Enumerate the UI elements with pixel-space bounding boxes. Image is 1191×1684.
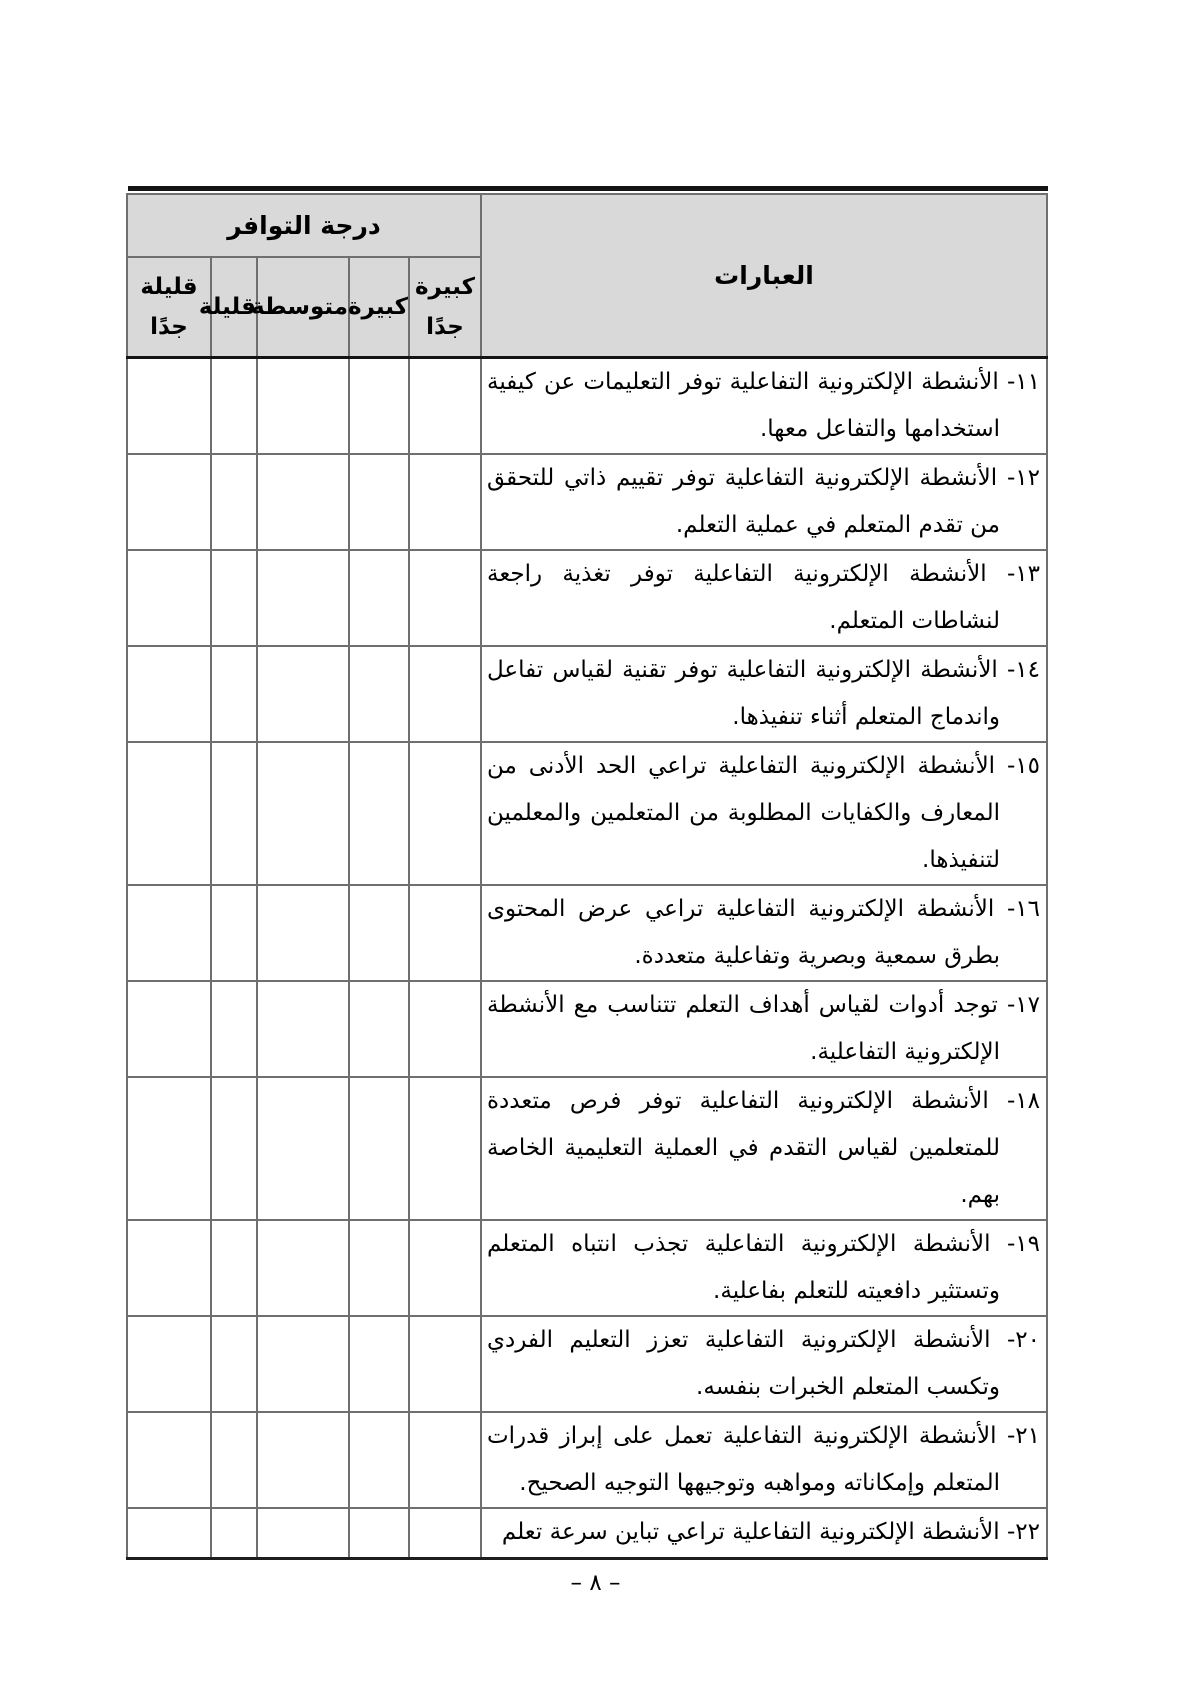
rating-cell-empty [349, 885, 409, 981]
statement-cell [481, 885, 1047, 981]
rating-cell-empty [211, 742, 257, 885]
rating-column-header: متوسطة [257, 257, 349, 358]
table-header [127, 194, 1047, 358]
statement-text: ١٣- الأنشطة الإلكترونية التفاعلية توفر تغذية راجعة لنشاطات المتعلم. [487, 561, 1040, 634]
rating-cell-empty [211, 358, 257, 455]
rating-column-header: قليلة [211, 257, 257, 358]
rating-cell-empty [257, 1412, 349, 1508]
statement-cell [481, 358, 1047, 455]
statement-text: ١٤- الأنشطة الإلكترونية التفاعلية توفر تقنية لقياس تفاعل واندماج المتعلم أثناء تنفيذها. [487, 657, 1040, 730]
rating-cell-empty [349, 981, 409, 1077]
statement-cell [481, 981, 1047, 1077]
availability-survey-table [128, 186, 1048, 1560]
rating-cell-empty [127, 550, 211, 646]
table-row [127, 1508, 1047, 1558]
statement-cell [481, 550, 1047, 646]
rating-cell-empty [127, 1077, 211, 1220]
statement-cell [481, 1316, 1047, 1412]
rating-cell-empty [349, 358, 409, 455]
rating-cell-empty [409, 981, 481, 1077]
rating-cell-empty [257, 454, 349, 550]
table-row [127, 1412, 1047, 1508]
rating-cell-empty [211, 1077, 257, 1220]
table-row [127, 1316, 1047, 1412]
statement-text: ٢٠- الأنشطة الإلكترونية التفاعلية تعزز التعليم الفردي وتكسب المتعلم الخبرات بنفسه. [487, 1327, 1040, 1400]
rating-cell-empty [211, 1220, 257, 1316]
rating-cell-empty [257, 1077, 349, 1220]
rating-column-header: كبيرة جدًا [409, 257, 481, 358]
rating-cell-empty [127, 981, 211, 1077]
rating-cell-empty [409, 1077, 481, 1220]
table-row [127, 742, 1047, 885]
rating-cell-empty [409, 742, 481, 885]
statement-cell [481, 454, 1047, 550]
rating-cell-empty [349, 1220, 409, 1316]
rating-cell-empty [127, 454, 211, 550]
statements-table-body [127, 358, 1047, 1559]
rating-cell-empty [127, 1412, 211, 1508]
statement-text: ١٢- الأنشطة الإلكترونية التفاعلية توفر تقييم ذاتي للتحقق من تقدم المتعلم في عملية التعلم. [487, 465, 1040, 538]
table-row [127, 550, 1047, 646]
rating-cell-empty [211, 1412, 257, 1508]
rating-cell-empty [127, 1508, 211, 1558]
statement-text: ١١- الأنشطة الإلكترونية التفاعلية توفر التعليمات عن كيفية استخدامها والتفاعل معها. [487, 369, 1040, 442]
rating-cell-empty [257, 358, 349, 455]
rating-cell-empty [409, 550, 481, 646]
rating-cell-empty [349, 1316, 409, 1412]
rating-cell-empty [349, 646, 409, 742]
rating-cell-empty [257, 550, 349, 646]
rating-cell-empty [127, 646, 211, 742]
statement-cell [481, 1508, 1047, 1558]
statements-column-header: العبارات [481, 194, 1047, 358]
rating-cell-empty [127, 358, 211, 455]
rating-cell-empty [409, 1316, 481, 1412]
rating-cell-empty [349, 1508, 409, 1558]
statement-text: ١٥- الأنشطة الإلكترونية التفاعلية تراعي الحد الأدنى من المعارف والكفايات المطلوبة من المتعلمين والمعلمين لتنفيذها. [487, 753, 1040, 873]
rating-cell-empty [257, 981, 349, 1077]
rating-cell-empty [127, 885, 211, 981]
statement-text: ١٩- الأنشطة الإلكترونية التفاعلية تجذب انتباه المتعلم وتستثير دافعيته للتعلم بفاعلية. [487, 1231, 1040, 1304]
rating-cell-empty [211, 550, 257, 646]
table-row [127, 885, 1047, 981]
rating-cell-empty [211, 1316, 257, 1412]
statement-cell [481, 1412, 1047, 1508]
rating-cell-empty [349, 742, 409, 885]
rating-cell-empty [211, 981, 257, 1077]
table-row [127, 646, 1047, 742]
rating-cell-empty [257, 1508, 349, 1558]
rating-cell-empty [127, 1220, 211, 1316]
rating-cell-empty [349, 1077, 409, 1220]
statement-text: ١٧- توجد أدوات لقياس أهداف التعلم تتناسب مع الأنشطة الإلكترونية التفاعلية. [487, 992, 1040, 1065]
statement-cell [481, 1077, 1047, 1220]
table-row [127, 1220, 1047, 1316]
rating-cell-empty [409, 646, 481, 742]
table-row [127, 358, 1047, 455]
statement-cell [481, 646, 1047, 742]
availability-degree-header: درجة التوافر [127, 194, 481, 257]
statement-text: ١٨- الأنشطة الإلكترونية التفاعلية توفر فرص متعددة للمتعلمين لقياس التقدم في العملية التعليمية الخاصة بهم. [487, 1088, 1040, 1208]
rating-cell-empty [127, 1316, 211, 1412]
rating-cell-empty [127, 742, 211, 885]
rating-cell-empty [409, 1508, 481, 1558]
rating-cell-empty [409, 358, 481, 455]
rating-cell-empty [349, 550, 409, 646]
rating-cell-empty [409, 1220, 481, 1316]
statement-cell [481, 742, 1047, 885]
rating-cell-empty [211, 1508, 257, 1558]
statement-text: ٢١- الأنشطة الإلكترونية التفاعلية تعمل على إبراز قدرات المتعلم وإمكاناته ومواهبه وتوجيهها التوجيه الصحيح. [487, 1423, 1040, 1496]
statement-cell [481, 1220, 1047, 1316]
rating-cell-empty [211, 454, 257, 550]
rating-cell-empty [349, 454, 409, 550]
rating-cell-empty [257, 1220, 349, 1316]
rating-cell-empty [409, 885, 481, 981]
table-row [127, 454, 1047, 550]
rating-cell-empty [349, 1412, 409, 1508]
rating-cell-empty [211, 885, 257, 981]
statement-text: ٢٢- الأنشطة الإلكترونية التفاعلية تراعي تباين سرعة تعلم [501, 1519, 1040, 1546]
rating-cell-empty [257, 742, 349, 885]
rating-cell-empty [257, 885, 349, 981]
rating-cell-empty [211, 646, 257, 742]
rating-cell-empty [409, 1412, 481, 1508]
rating-cell-empty [257, 646, 349, 742]
statement-text: ١٦- الأنشطة الإلكترونية التفاعلية تراعي عرض المحتوى بطرق سمعية وبصرية وتفاعلية متعددة. [487, 896, 1040, 969]
table-row [127, 1077, 1047, 1220]
rating-cell-empty [409, 454, 481, 550]
rating-cell-empty [257, 1316, 349, 1412]
table-row [127, 981, 1047, 1077]
rating-column-header: كبيرة [349, 257, 409, 358]
page-number: – ٨ – [570, 1570, 621, 1596]
survey-table [126, 193, 1048, 1560]
rating-column-header: قليلة جدًا [127, 257, 211, 358]
